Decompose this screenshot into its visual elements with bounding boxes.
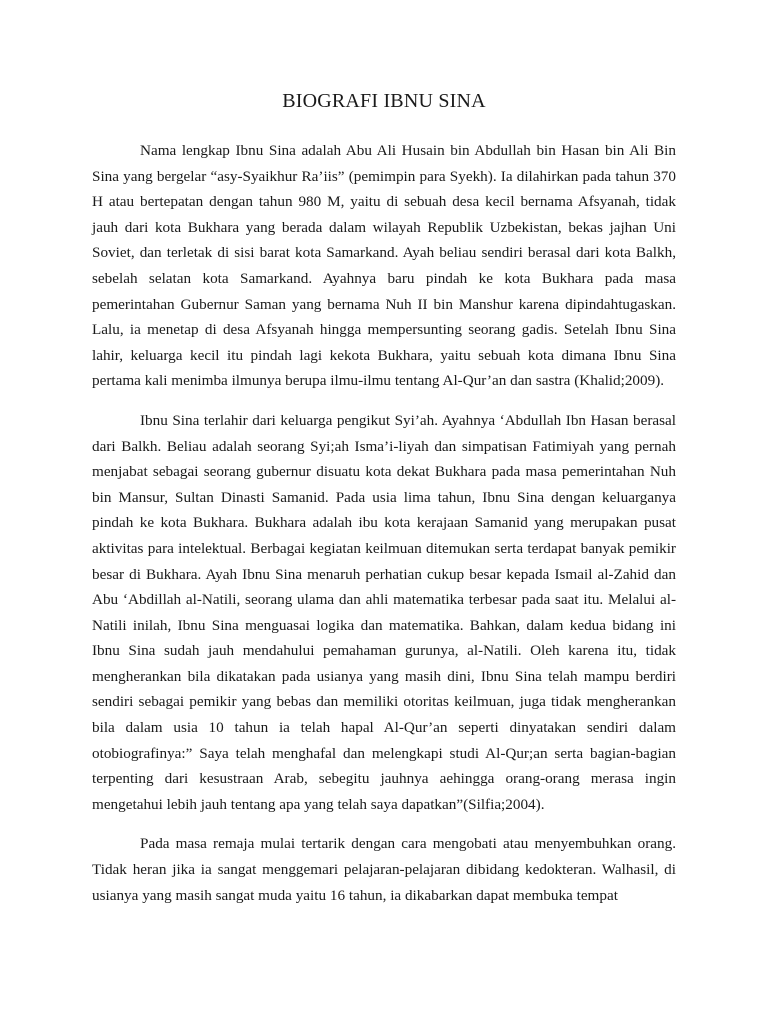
document-page [92,86,676,922]
paragraph-2: Ibnu Sina terlahir dari keluarga pengikut Syi’ah. Ayahnya ‘Abdullah Ibn Hasan berasal dari Balkh. Beliau adalah seorang Syi;ah Isma’i-liyah dan simpatisan Fatimiyah yang pernah menjabat sebagai seorang gubernur disuatu kota dekat Bukhara pada masa pemerintahan Nuh bin Mansur, Sultan Dinasti Samanid. Pada usia lima tahun, Ibnu Sina dengan keluarganya pindah ke kota Bukhara. Bukhara adalah ibu kota kerajaan Samanid yang merupakan pusat aktivitas para intelektual. Berbagai kegiatan keilmuan ditemukan serta terdapat banyak pemikir besar di Bukhara. Ayah Ibnu Sina menaruh perhatian cukup besar kepada Ismail al-Zahid dan Abu ‘Abdillah al-Natili, seorang ulama dan ahli matematika terbesar pada saat itu. Melalui al-Natili inilah, Ibnu Sina menguasai logika dan matematika. Bahkan, dalam kedua bidang ini Ibnu Sina sudah jauh mendahului pemahaman gurunya, al-Natili. Oleh karena itu, tidak mengherankan bila dikatakan pada usianya yang masih dini, Ibnu Sina telah mampu berdiri sendiri sebagai pemikir yang bebas dan memiliki otoritas keilmuan, juga tidak mengherankan bila dalam usia 10 tahun ia telah hapal Al-Qur’an seperti dinyatakan sendiri dalam otobiografinya:” Saya telah menghafal dan melengkapi studi Al-Qur;an serta bagian-bagian terpenting dari kesustraan Arab, sebegitu jauhnya aehingga orang-orang merasa ingin mengetahui lebih jauh tentang apa yang telah saya dapatkan”(Silfia;2004). [92,411,676,813]
paragraph-1: Nama lengkap Ibnu Sina adalah Abu Ali Husain bin Abdullah bin Hasan bin Ali Bin Sina yang bergelar “asy-Syaikhur Ra’iis” (pemimpin para Syekh). Ia dilahirkan pada tahun 370 H atau bertepatan dengan tahun 980 M, yaitu di sebuah desa kecil bernama Afsyanah, tidak jauh dari kota Bukhara yang berada dalam wilayah Republik Uzbekistan, bekas jajhan Uni Soviet, dan terletak di sisi barat kota Samarkand. Ayah beliau sendiri berasal dari kota Balkh, sebelah selatan kota Samarkand. Ayahnya baru pindah ke kota Bukhara pada masa pemerintahan Gubernur Saman yang bernama Nuh II bin Manshur karena dipindahtugaskan. Lalu, ia menetap di desa Afsyanah hingga mempersunting seorang gadis. Setelah Ibnu Sina lahir, keluarga kecil itu pindah lagi kekota Bukhara, yaitu sebuah kota dimana Ibnu Sina pertama kali menimba ilmunya berupa ilmu-ilmu tentang Al-Qur’an dan sastra (Khalid;2009). [92,142,676,390]
document-title: BIOGRAFI IBNU SINA [282,90,486,112]
paragraph-3: Pada masa remaja mulai tertarik dengan cara mengobati atau menyembuhkan orang. Tidak heran jika ia sangat menggemari pelajaran-pelajaran dibidang kedokteran. Walhasil, di usianya yang masih sangat muda yaitu 16 tahun, ia dikabarkan dapat membuka tempat [92,835,676,904]
